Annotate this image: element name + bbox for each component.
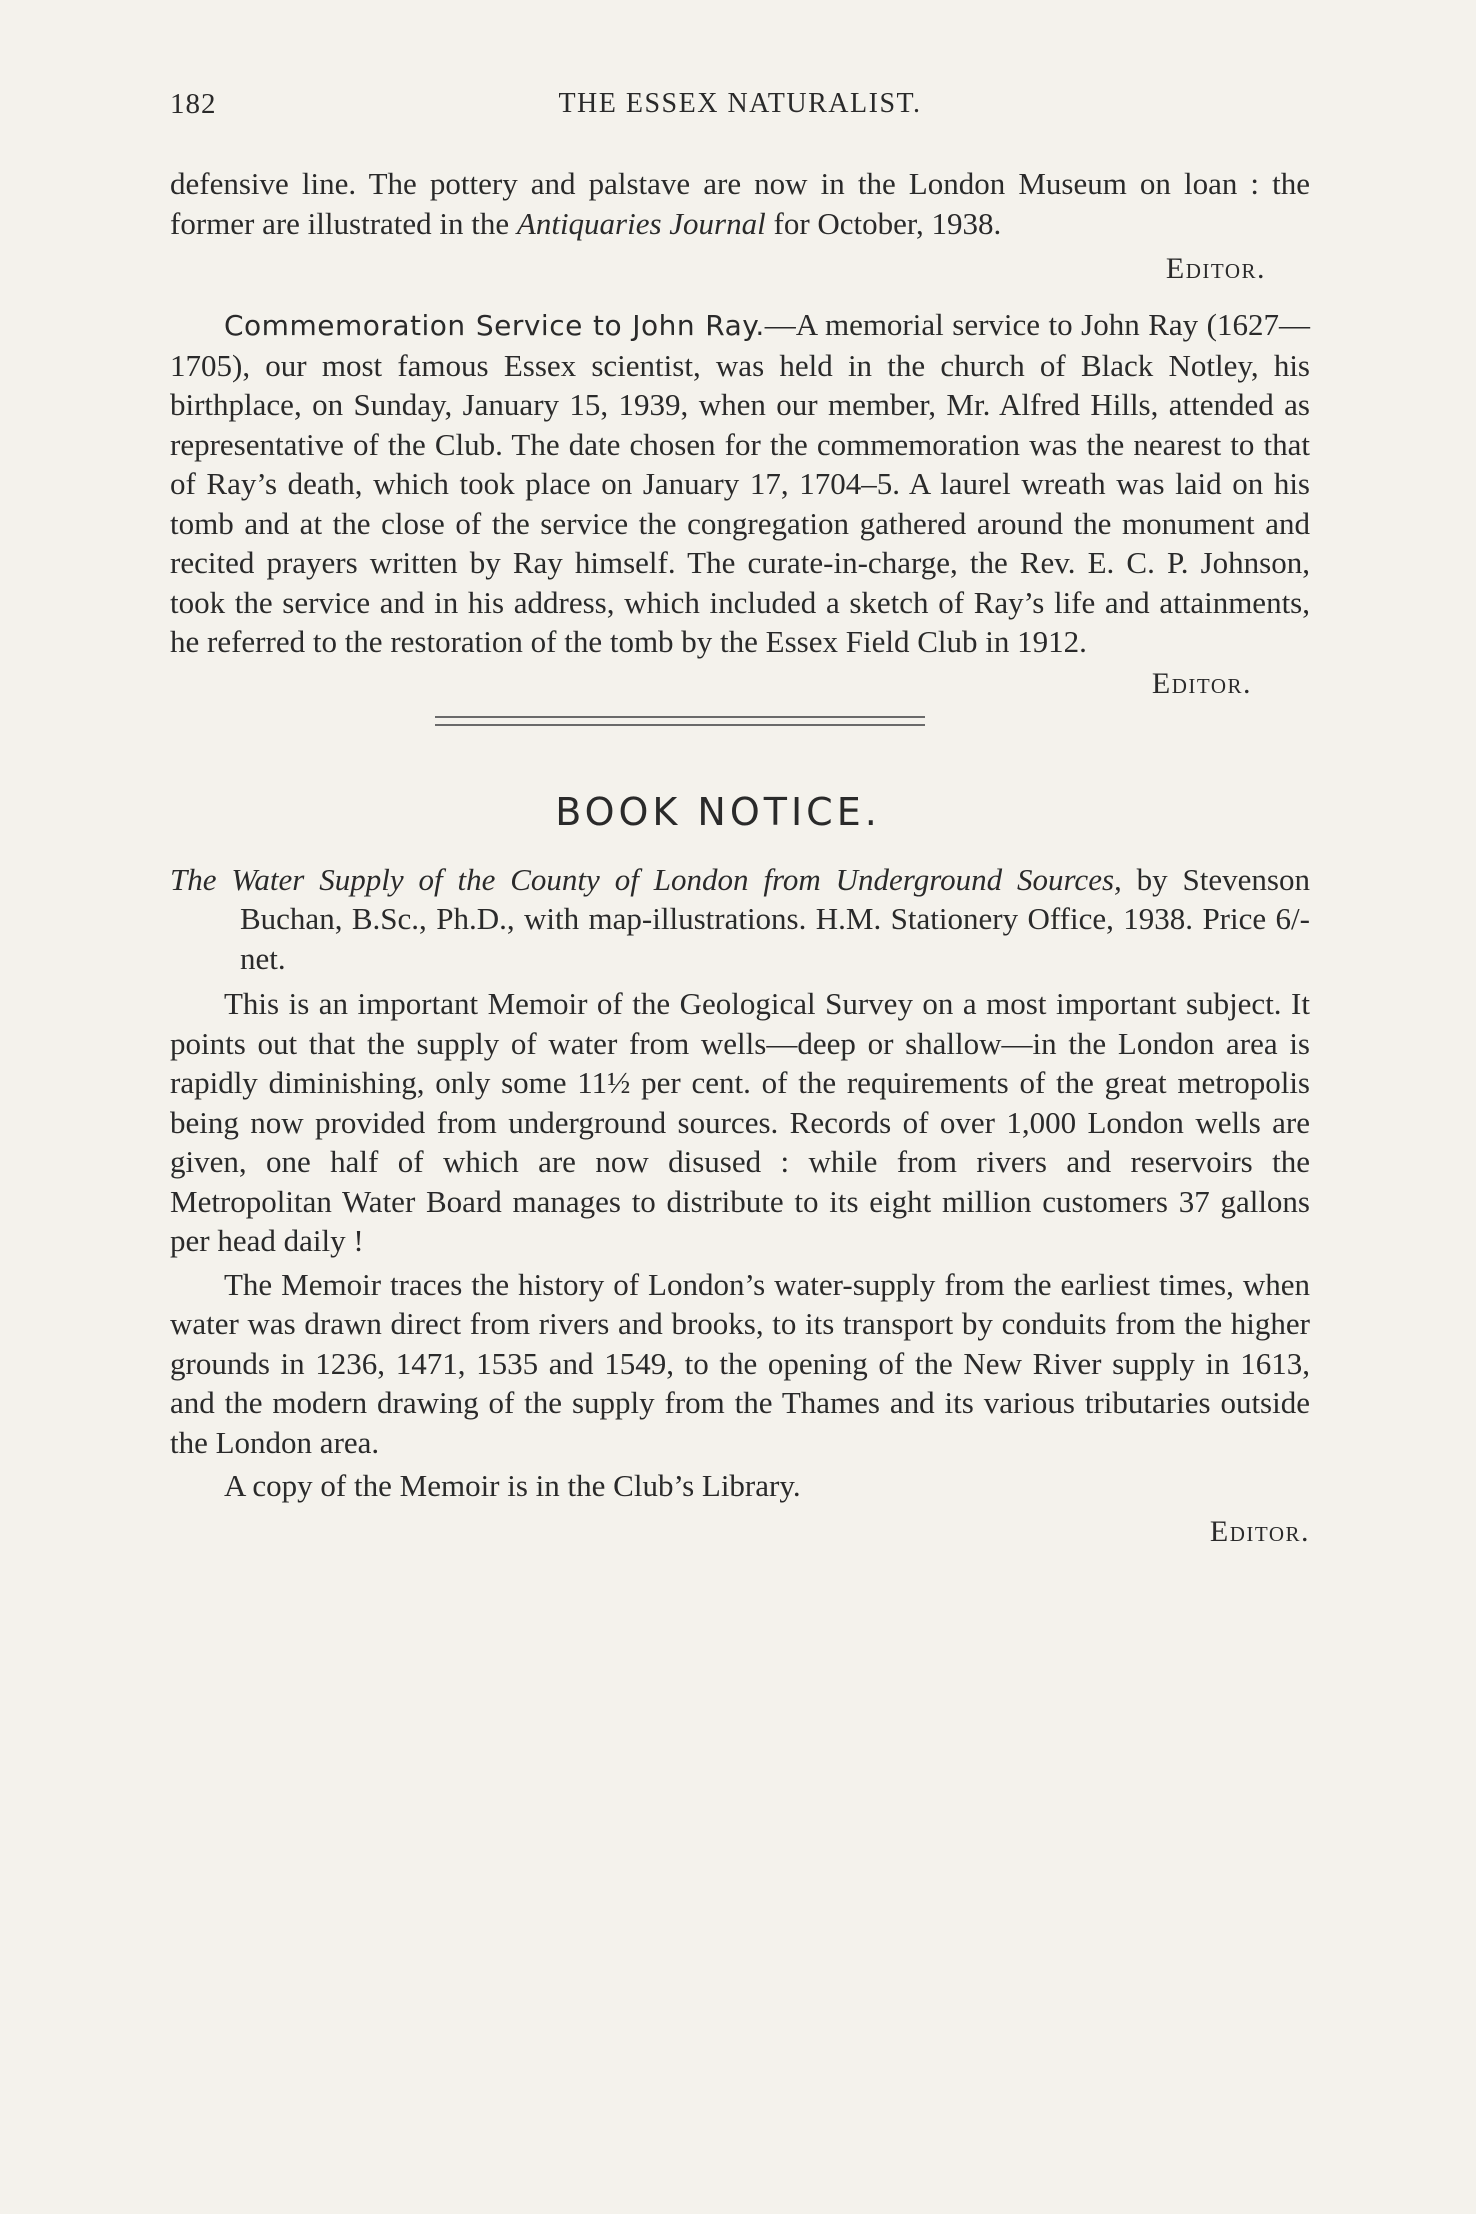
signature-text: Editor. (1165, 252, 1266, 285)
signature-text: Editor. (1209, 1514, 1310, 1548)
continued-text-after: for October, 1938. (765, 205, 1002, 241)
em-dash: — (764, 307, 796, 342)
body-paragraph: The Memoir traces the history of London’s water-supply from the earliest times, when water was drawn direct from rivers and brooks, to its transport by conduits from the higher grounds in 1236, 1471, 1535 and 1549, to the opening of the New River supply in 1613, and the modern drawing of the supply from the Thames and its various tributaries outside the London area. (170, 1266, 1310, 1460)
ray-body: A memorial service to John Ray (1627—1705), our most famous Essex scientist, was held in the church of Black Notley, his birthplace, on Sunday, January 15, 1939, when our member, Mr. Alfred Hills, attended as representative of the Club. The date chosen for the commemoration was the nearest to that of Ray’s death, which took place on January 17, 1704–5. A laurel wreath was laid on his tomb and at the close of the service the congregation gathered around the monument and recited prayers written by Ray himself. The curate-in-charge, the Rev. E. C. P. Johnson, took the service and in his address, which included a sketch of Ray’s life and attainments, he referred to the restoration of the tomb by the Essex Field Club in 1912. (170, 307, 1310, 659)
body-paragraph: This is an important Memoir of the Geological Survey on a most important subject. It points out that the supply of water from wells—deep or shallow—in the London area is rapidly diminishing, only some 11½ per cent. of the requirements of the great metropolis being now provided from underground sources. Records of over 1,000 London wells are given, one half of which are now disused : while from rivers and reservoirs the Metropolitan Water Board manages to distribute to its eight million customers 37 gallons per head daily ! (170, 986, 1310, 1258)
journal-title: THE ESSEX NATURALIST. (558, 88, 922, 119)
ray-commemoration-paragraph (170, 305, 1310, 662)
body-paragraph: A copy of the Memoir is in the Club’s Library. (224, 1468, 801, 1503)
section-divider (435, 716, 925, 728)
continued-paragraph (170, 164, 1310, 243)
section-heading: BOOK NOTICE. (555, 789, 881, 834)
running-head (170, 88, 1310, 128)
editor-signature (170, 249, 1310, 291)
document-page (170, 88, 1310, 2128)
editor-signature (170, 1512, 1310, 1554)
run-in-heading: Commemoration Service to John Ray. (224, 309, 765, 342)
divider-rule (435, 716, 925, 718)
book-title: The Water Supply of the County of London from Underground Sources, (170, 861, 1122, 897)
book-details: by Stevenson Buchan, B.Sc., Ph.D., with map-illustrations. H.M. Stationery Office, 1938. Price 6/- net. (240, 861, 1310, 976)
page-number: 182 (170, 88, 217, 120)
signature-text: Editor. (1151, 666, 1252, 700)
editor-signature (170, 664, 1310, 706)
continued-text-before: defensive line. The pottery and palstave are now in the London Museum on loan : the former are illustrated in the (170, 166, 1310, 241)
divider-rule (435, 724, 925, 726)
book-citation (170, 860, 1310, 979)
journal-citation-title: Antiquaries Journal (516, 205, 766, 241)
